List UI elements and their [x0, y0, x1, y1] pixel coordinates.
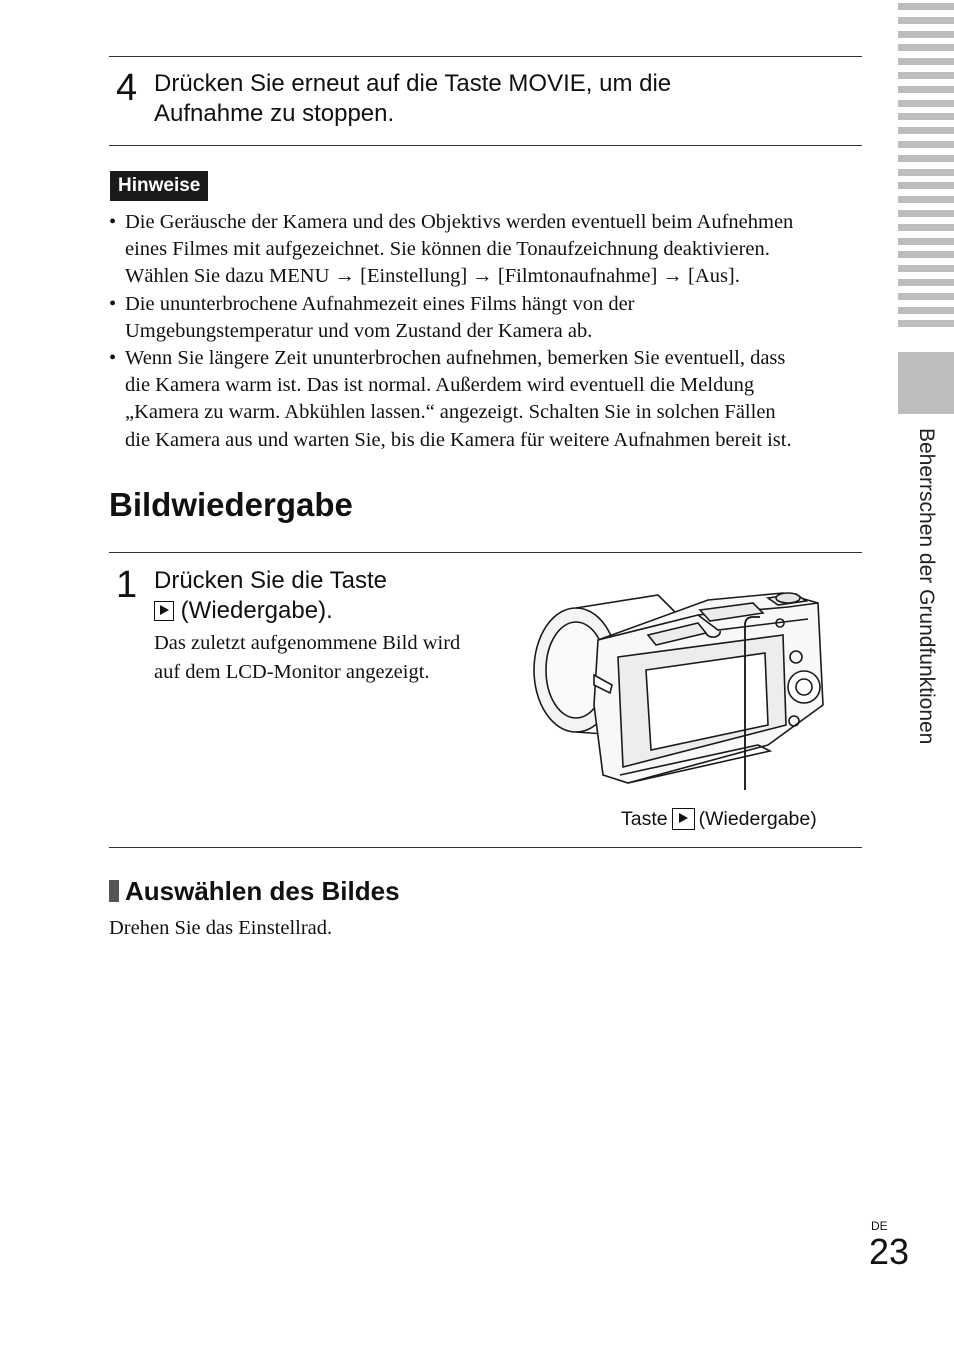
subsection-body: Drehen Sie das Einstellrad.	[109, 917, 333, 939]
section-marker-icon	[109, 880, 119, 902]
step-4-line-2: Aufnahme zu stoppen.	[154, 100, 395, 127]
step-1-line-2-text: (Wiedergabe).	[174, 597, 333, 624]
step-1-text	[154, 566, 387, 626]
note-line: „Kamera zu warm. Abkühlen lassen.“ angezeigt. Schalten Sie in solchen Fällen	[125, 401, 776, 424]
step-1-line-1: Drücken Sie die Taste	[154, 567, 388, 594]
note-line: • Wenn Sie längere Zeit ununterbrochen aufnehmen, bemerken Sie eventuell, dass	[125, 347, 786, 370]
divider-step4-bottom	[109, 145, 862, 146]
thumb-index-bar	[898, 293, 954, 300]
notes-heading-badge: Hinweise	[110, 171, 208, 201]
subsection-title	[109, 874, 400, 908]
thumb-index-bar	[898, 31, 954, 38]
divider-top	[109, 56, 862, 57]
language-code: DE	[871, 1219, 888, 1233]
note-line: • Die ununterbrochene Aufnahmezeit eines Films hängt von der	[125, 292, 635, 315]
note-item	[109, 209, 861, 291]
thumb-index-bar	[898, 307, 954, 314]
note-item	[109, 291, 861, 345]
thumb-index-bar	[898, 265, 954, 272]
step-4-text	[154, 69, 671, 129]
caption-prefix: Taste	[621, 808, 668, 830]
thumb-index-bar	[898, 251, 954, 258]
thumb-index-bar	[898, 44, 954, 51]
side-tab-label: Beherrschen der Grundfunktionen	[915, 428, 938, 745]
caption-suffix: (Wiedergabe)	[698, 808, 817, 830]
thumb-index-bar	[898, 141, 954, 148]
notes-list	[109, 209, 861, 454]
note-line: • Die Geräusche der Kamera und des Objektivs werden eventuell beim Aufnehmen	[125, 211, 794, 233]
step-1-desc-line: auf dem LCD-Monitor angezeigt.	[154, 661, 430, 683]
divider-section	[109, 552, 862, 553]
note-line: Umgebungstemperatur und vom Zustand der Kamera ab.	[125, 319, 593, 342]
thumb-index-bar	[898, 182, 954, 189]
thumb-index-bar	[898, 58, 954, 65]
section-title: Bildwiedergabe	[109, 486, 353, 523]
step-1-number: 1	[116, 564, 138, 606]
thumb-index-bar	[898, 3, 954, 10]
thumb-index-bar	[898, 169, 954, 176]
note-line: eines Filmes mit aufgezeichnet. Sie können die Tonaufzeichnung deaktivieren.	[125, 238, 770, 261]
illustration-caption	[621, 806, 817, 832]
play-icon	[154, 601, 174, 621]
note-line: die Kamera warm ist. Das ist normal. Außerdem wird eventuell die Meldung	[125, 374, 755, 397]
thumb-index-bar	[898, 196, 954, 203]
camera-illustration	[528, 585, 828, 790]
step-4-line-1: Drücken Sie erneut auf die Taste MOVIE, um die	[154, 70, 672, 97]
thumb-index	[898, 0, 954, 340]
thumb-index-bar	[898, 279, 954, 286]
divider-step1-bottom	[109, 847, 862, 848]
thumb-index-bar	[898, 86, 954, 93]
subsection-title-text: Auswählen des Bildes	[125, 876, 400, 906]
step-1-desc-line: Das zuletzt aufgenommene Bild wird	[154, 632, 461, 654]
thumb-index-bar	[898, 100, 954, 107]
thumb-index-bar	[898, 238, 954, 245]
step-1-line-2	[154, 596, 387, 626]
step-4-number: 4	[116, 67, 138, 109]
note-line: Wählen Sie dazu MENU → [Einstellung] → [Filmtonaufnahme] → [Aus].	[125, 265, 740, 288]
step-1-description	[154, 629, 524, 687]
thumb-index-bar	[898, 210, 954, 217]
play-icon	[672, 808, 695, 830]
thumb-index-bar	[898, 155, 954, 162]
thumb-tab-active	[898, 352, 954, 414]
thumb-index-bar	[898, 224, 954, 231]
note-line: die Kamera aus und warten Sie, bis die Kamera für weitere Aufnahmen bereit ist.	[125, 428, 792, 451]
note-item	[109, 345, 861, 454]
thumb-index-bar	[898, 320, 954, 327]
thumb-index-bar	[898, 127, 954, 134]
thumb-index-bar	[898, 72, 954, 79]
thumb-index-bar	[898, 113, 954, 120]
thumb-index-bar	[898, 17, 954, 24]
page-number: 23	[869, 1231, 910, 1272]
